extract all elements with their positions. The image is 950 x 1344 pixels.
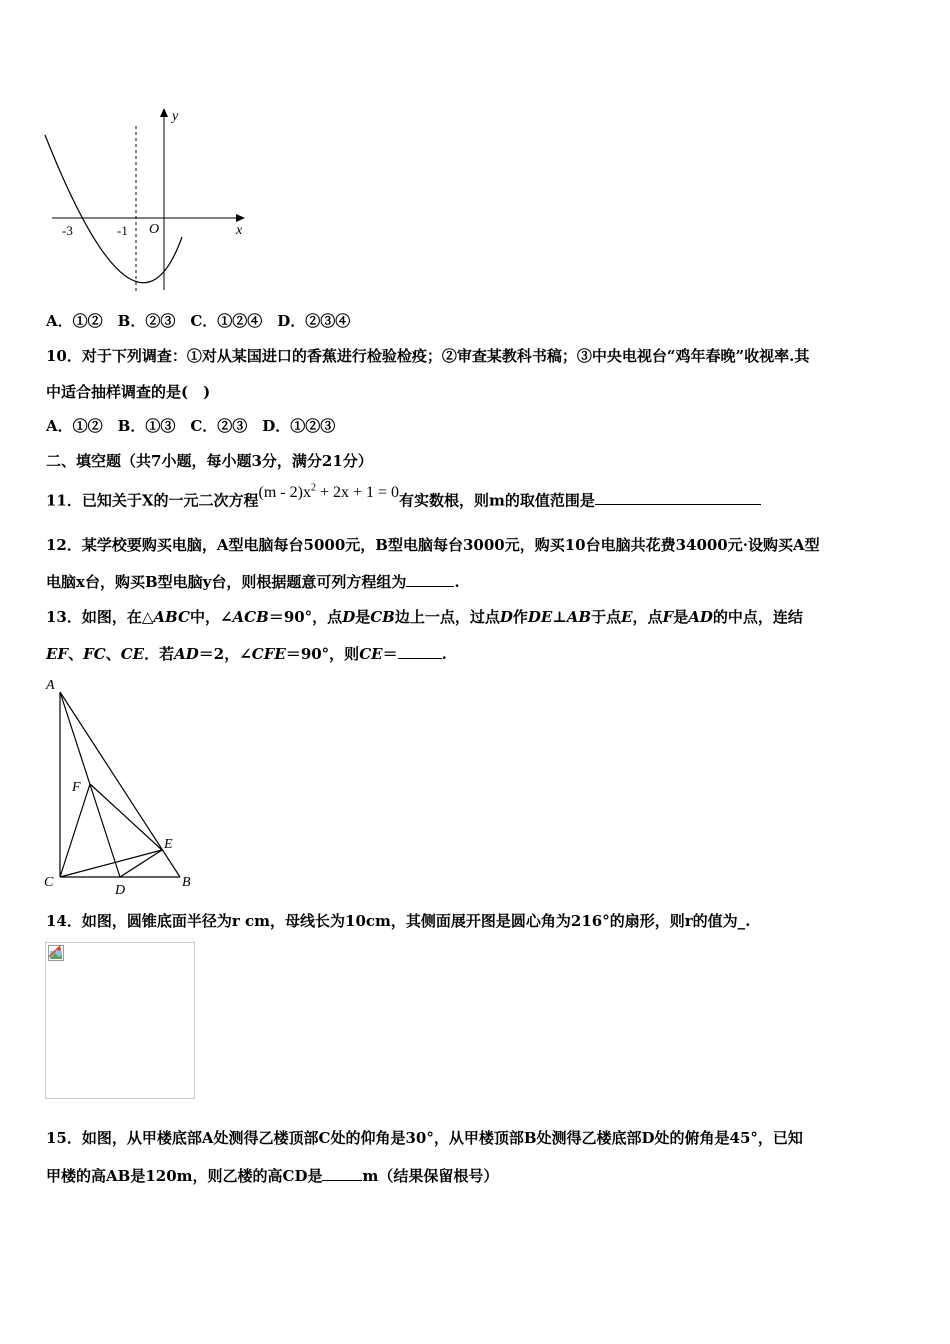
label-E: E (164, 837, 173, 852)
broken-image-icon (48, 945, 64, 961)
q13-line2: EF、FC、CE．若AD＝2，∠CFE＝90°，则CE＝ . (46, 645, 447, 663)
q15-answer-blank[interactable] (322, 1166, 362, 1181)
segment-DE (120, 850, 162, 877)
q15-line2: 甲楼的高AB是120m，则乙楼的高CD是 m（结果保留根号） (46, 1167, 499, 1185)
q11-formula: $(m - 2)x^2 + 2x + 1 = 0$ (258, 483, 400, 502)
section2-heading: 二、填空题（共7小题，每小题3分，满分21分） (46, 452, 373, 470)
q10-line2: 中适合抽样调查的是( ) (46, 383, 211, 401)
parabola-figure (40, 100, 255, 295)
q10-line1: 10．对于下列调查：①对从某国进口的香蕉进行检验检疫；②审查某教科书稿；③中央电视台“鸡年春晚”收视率.其 (46, 347, 810, 365)
origin-label: O (149, 222, 160, 237)
x-axis-arrow (236, 214, 245, 222)
q12-line1: 12．某学校要购买电脑，A型电脑每台5000元，B型电脑每台3000元，购买10台电脑共花费34000元·设购买A型 (46, 536, 820, 554)
q10-options: A．①② B．①③ C．②③ D．①②③ (46, 417, 336, 435)
label-A: A (46, 678, 55, 693)
q11-answer-blank[interactable] (595, 490, 761, 505)
q15-line1: 15．如图，从甲楼底部A处测得乙楼顶部C处的仰角是30°，从甲楼顶部B处测得乙楼底部D处的俯角是45°，已知 (46, 1129, 803, 1147)
q12-answer-blank[interactable] (406, 572, 454, 587)
q9-options: A．①② B．②③ C．①②④ D．②③④ (46, 312, 351, 330)
q12-line2: 电脑x台，购买B型电脑y台，则根据题意可列方程组为 . (46, 573, 460, 591)
parabola-curve (45, 135, 182, 283)
q14-text: 14．如图，圆锥底面半径为r cm，母线长为10cm，其侧面展开图是圆心角为216°的扇形，则r的值为_. (46, 912, 751, 930)
segment-FC (60, 784, 90, 877)
axis-label-x: x (236, 223, 243, 238)
triangle-figure (40, 672, 210, 897)
axis-label-y: y (172, 109, 179, 124)
q13-answer-blank[interactable] (398, 644, 442, 659)
label-C: C (44, 875, 54, 890)
missing-image-placeholder (45, 942, 195, 1099)
label-D: D (115, 883, 126, 898)
label-B: B (182, 875, 191, 890)
tick-label-neg3: -3 (62, 223, 73, 238)
segment-CE (60, 850, 162, 877)
tick-label-neg1: -1 (117, 223, 128, 238)
q11-prefix: 11．已知关于X的一元二次方程 (46, 491, 259, 510)
q11-line (46, 483, 761, 511)
label-F: F (72, 780, 81, 795)
q11-suffix: 有实数根，则m的取值范围是 (399, 491, 595, 510)
y-axis-arrow (160, 108, 168, 117)
q13-line1: 13．如图，在△ABC中，∠ACB＝90°，点D是CB边上一点，过点D作DE⊥AB于点E，点F是AD的中点，连结 (46, 608, 803, 626)
